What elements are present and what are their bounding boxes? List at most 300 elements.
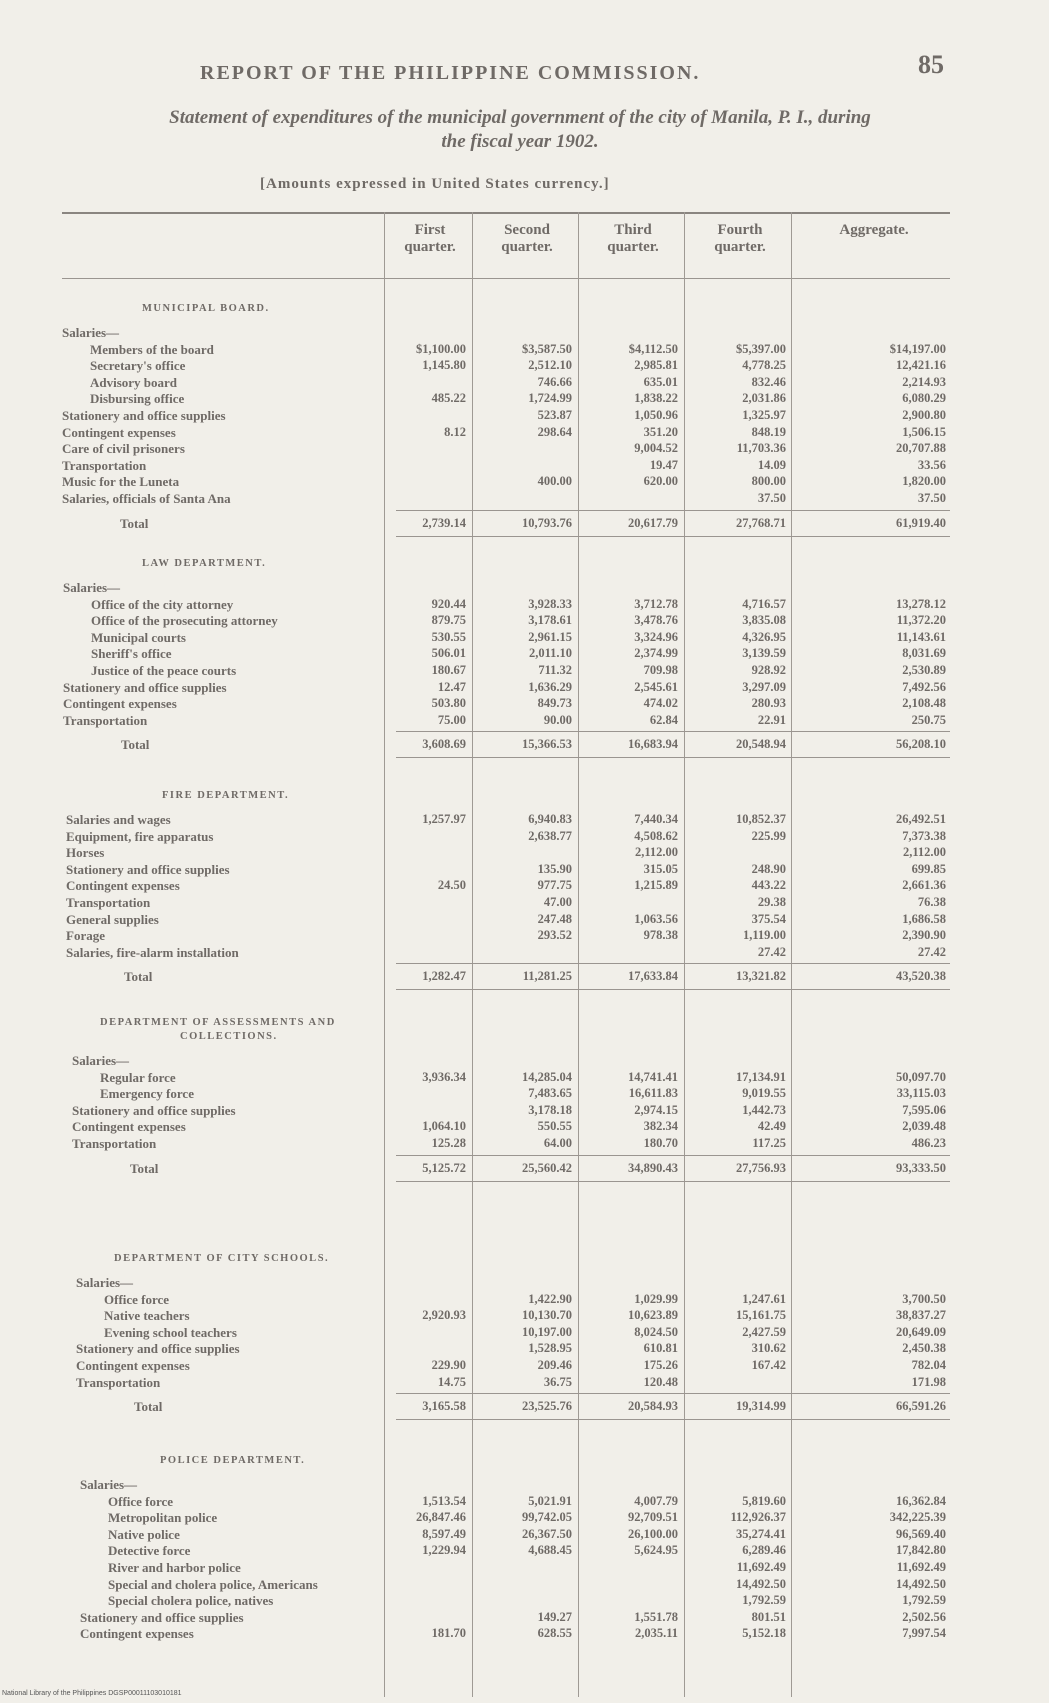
cell-value: 26,492.51 — [896, 812, 946, 826]
cell-value: 1,119.00 — [742, 928, 786, 943]
row-label: Salaries— — [63, 580, 121, 595]
cell-value: 14,741.41 — [628, 1069, 678, 1084]
row-label: Contingent expenses — [76, 1358, 190, 1373]
cell-value: 1,247.61 — [742, 1291, 786, 1306]
column-heading-line1: Fourth — [717, 222, 763, 238]
cell-value: 10,197.00 — [522, 1324, 572, 1339]
cell-value: 485.22 — [431, 391, 466, 406]
total-value: 25,560.42 — [522, 1160, 572, 1175]
cell-value: 1,050.96 — [634, 408, 678, 422]
row-label: Special cholera police, natives — [108, 1593, 274, 1609]
cell-value: 978.38 — [643, 928, 678, 943]
cell-value: 1,442.73 — [742, 1102, 786, 1117]
cell-value: 1,792.59 — [902, 1593, 946, 1608]
cell-value: 13,278.12 — [896, 596, 946, 611]
table-top-rule — [62, 212, 950, 214]
column-heading-line2: quarter. — [404, 239, 456, 255]
cell-value: 16,362.84 — [896, 1493, 946, 1508]
cell-value: 6,289.46 — [742, 1543, 786, 1558]
section-heading: DEPARTMENT OF CITY SCHOOLS. — [114, 1253, 330, 1264]
cell-value: 1,551.78 — [634, 1609, 678, 1624]
row-label: Contingent expenses — [66, 878, 180, 894]
cell-value: 2,035.11 — [634, 1626, 678, 1641]
cell-value: 879.75 — [431, 613, 466, 628]
total-value: 1,282.47 — [422, 969, 466, 984]
total-label: Total — [130, 1160, 159, 1176]
cell-value: 2,108.48 — [902, 696, 946, 711]
row-label: Justice of the peace courts — [91, 663, 237, 678]
cell-value: 4,007.79 — [634, 1493, 678, 1508]
cell-value: 8.12 — [444, 424, 466, 439]
cell-value: 635.01 — [643, 374, 678, 389]
row-label: Forage — [66, 928, 105, 944]
total-value: 66,591.26 — [896, 1399, 946, 1414]
cell-value: 37.50 — [757, 491, 786, 505]
statement-title-line2: the fiscal year 1902. — [441, 131, 599, 152]
cell-value: 503.80 — [431, 696, 466, 711]
cell-value: 36.75 — [543, 1374, 572, 1389]
cell-value: 26,847.46 — [416, 1510, 466, 1525]
cell-value: 171.98 — [911, 1374, 946, 1389]
cell-value: 2,638.77 — [528, 828, 572, 843]
column-divider-3 — [578, 212, 579, 1697]
cell-value: 26,367.50 — [522, 1526, 572, 1541]
cell-value: 7,595.06 — [902, 1102, 946, 1117]
total-value: 20,548.94 — [736, 737, 786, 752]
row-label: Salaries— — [76, 1275, 134, 1290]
cell-value: 1,686.58 — [902, 911, 946, 926]
row-label: Evening school teachers — [104, 1324, 237, 1340]
total-value: 17,633.84 — [628, 969, 678, 984]
total-value: 27,756.93 — [736, 1160, 786, 1175]
cell-value: 2,039.48 — [902, 1119, 946, 1134]
cell-value: 26,100.00 — [628, 1526, 678, 1541]
cell-value: 310.62 — [751, 1341, 786, 1356]
cell-value: 486.23 — [911, 1136, 946, 1150]
cell-value: 342,225.39 — [889, 1510, 946, 1525]
cell-value: 9,019.55 — [742, 1086, 786, 1101]
cell-value: 5,021.91 — [528, 1493, 572, 1508]
cell-value: $14,197.00 — [889, 341, 946, 356]
cell-value: 2,512.10 — [528, 358, 572, 373]
total-value: 27,768.71 — [736, 515, 786, 530]
cell-value: 4,508.62 — [634, 828, 678, 843]
column-heading-line2: quarter. — [501, 239, 553, 255]
cell-value: 1,792.59 — [742, 1593, 786, 1608]
cell-value: 699.85 — [911, 861, 946, 876]
row-label: Equipment, fire apparatus — [66, 828, 214, 844]
cell-value: 443.22 — [751, 878, 786, 893]
total-rule — [396, 510, 950, 511]
row-label: Stationery and office supplies — [72, 1102, 236, 1118]
total-rule-bottom — [396, 1181, 950, 1182]
cell-value: 801.51 — [751, 1609, 786, 1624]
cell-value: 2,031.86 — [742, 391, 786, 406]
cell-value: 11,372.20 — [896, 613, 946, 628]
cell-value: 10,130.70 — [522, 1308, 572, 1323]
cell-value: 506.01 — [431, 646, 466, 661]
column-heading-4 — [690, 222, 790, 256]
row-label: Office of the city attorney — [91, 596, 234, 612]
row-label: Disbursing office — [90, 391, 185, 407]
cell-value: 17,134.91 — [736, 1069, 786, 1084]
page-header: REPORT OF THE PHILIPPINE COMMISSION. — [200, 62, 701, 84]
total-value: 34,890.43 — [628, 1160, 678, 1175]
row-label: Office force — [108, 1493, 174, 1509]
cell-value: 1,636.29 — [528, 679, 572, 694]
section-heading: POLICE DEPARTMENT. — [160, 1455, 306, 1466]
cell-value: 298.64 — [537, 424, 572, 439]
row-label: Horses — [66, 845, 105, 861]
cell-value: 11,692.49 — [736, 1560, 786, 1574]
cell-value: 29.38 — [757, 895, 786, 909]
cell-value: 76.38 — [917, 895, 946, 909]
cell-value: 33,115.03 — [896, 1086, 946, 1101]
total-label: Total — [121, 737, 150, 753]
cell-value: 1,063.56 — [634, 911, 678, 926]
cell-value: 3,712.78 — [634, 596, 678, 611]
column-heading-3 — [583, 222, 683, 256]
total-label: Total — [120, 515, 149, 531]
cell-value: 832.46 — [751, 374, 786, 389]
cell-value: 149.27 — [537, 1609, 572, 1624]
cell-value: 175.26 — [643, 1358, 678, 1372]
cell-value: 10,852.37 — [736, 812, 786, 826]
cell-value: 8,024.50 — [634, 1324, 678, 1339]
cell-value: 2,900.80 — [902, 408, 946, 422]
currency-note: [Amounts expressed in United States currency.] — [260, 176, 610, 192]
row-label: Municipal courts — [91, 629, 186, 645]
cell-value: 117.25 — [752, 1136, 786, 1150]
total-label: Total — [134, 1399, 163, 1415]
total-value: 20,617.79 — [628, 515, 678, 530]
cell-value: 209.46 — [537, 1358, 572, 1372]
total-value: 19,314.99 — [736, 1399, 786, 1414]
cell-value: 181.70 — [431, 1626, 466, 1641]
cell-value: 1,145.80 — [422, 358, 466, 373]
total-rule — [396, 1393, 950, 1394]
row-label: Salaries and wages — [66, 812, 171, 827]
cell-value: 315.05 — [643, 861, 678, 876]
total-value: 11,281.25 — [522, 969, 572, 984]
cell-value: 14,492.50 — [736, 1576, 786, 1591]
cell-value: 2,427.59 — [742, 1324, 786, 1339]
cell-value: 3,178.18 — [528, 1102, 572, 1117]
cell-value: 1,724.99 — [528, 391, 572, 406]
cell-value: 1,422.90 — [528, 1291, 572, 1306]
cell-value: 8,031.69 — [902, 646, 946, 661]
cell-value: 50,097.70 — [896, 1069, 946, 1084]
cell-value: 620.00 — [643, 474, 678, 489]
row-label: Transportation — [72, 1136, 157, 1151]
section-heading: DEPARTMENT OF ASSESSMENTS AND — [100, 1017, 336, 1028]
cell-value: 550.55 — [537, 1119, 572, 1134]
row-label: Transportation — [66, 895, 151, 910]
cell-value: 849.73 — [537, 696, 572, 711]
row-label: Contingent expenses — [62, 424, 176, 440]
row-label: Native police — [108, 1526, 180, 1542]
cell-value: 27.42 — [757, 944, 786, 959]
section-heading: LAW DEPARTMENT. — [142, 558, 267, 569]
total-value: 56,208.10 — [896, 737, 946, 752]
row-label: Salaries, officials of Santa Ana — [62, 491, 231, 506]
row-label: Stationery and office supplies — [63, 679, 227, 695]
cell-value: 4,716.57 — [742, 596, 786, 611]
column-heading-line1: Aggregate. — [839, 222, 909, 238]
cell-value: 6,080.29 — [902, 391, 946, 406]
cell-value: 5,152.18 — [742, 1626, 786, 1641]
total-label: Total — [124, 969, 153, 985]
cell-value: 351.20 — [643, 424, 678, 439]
cell-value: 12.47 — [437, 679, 466, 694]
cell-value: 16,611.83 — [628, 1086, 678, 1101]
cell-value: 800.00 — [751, 474, 786, 489]
cell-value: 3,936.34 — [422, 1069, 466, 1084]
cell-value: 27.42 — [917, 944, 946, 959]
cell-value: $5,397.00 — [736, 341, 786, 356]
column-heading-line1: Third — [614, 222, 652, 238]
row-label: Care of civil prisoners — [62, 441, 185, 457]
cell-value: 11,703.36 — [736, 441, 786, 456]
cell-value: 167.42 — [751, 1358, 786, 1372]
cell-value: 2,450.38 — [902, 1341, 946, 1356]
row-label: Stationery and office supplies — [80, 1609, 244, 1625]
row-label: Salaries— — [80, 1477, 138, 1492]
cell-value: 3,139.59 — [742, 646, 786, 661]
cell-value: 782.04 — [911, 1358, 946, 1372]
cell-value: 22.91 — [757, 712, 786, 727]
cell-value: 4,326.95 — [742, 629, 786, 644]
row-label: Office of the prosecuting attorney — [91, 613, 278, 629]
cell-value: 920.44 — [431, 596, 466, 611]
cell-value: 20,707.88 — [896, 441, 946, 456]
column-heading-line1: First — [414, 222, 446, 238]
cell-value: 180.70 — [643, 1136, 678, 1150]
total-value: 13,321.82 — [736, 969, 786, 984]
total-rule-bottom — [396, 757, 950, 758]
cell-value: 1,506.15 — [902, 424, 946, 439]
cell-value: 64.00 — [543, 1136, 572, 1150]
cell-value: 2,502.56 — [902, 1609, 946, 1624]
total-rule — [396, 731, 950, 732]
cell-value: 19.47 — [649, 457, 678, 472]
cell-value: 62.84 — [649, 712, 678, 727]
row-label: Salaries, fire-alarm installation — [66, 944, 239, 960]
column-heading-line2: quarter. — [714, 239, 766, 255]
section-heading: MUNICIPAL BOARD. — [142, 303, 270, 314]
row-label: Salaries— — [72, 1053, 130, 1068]
cell-value: 382.34 — [643, 1119, 678, 1134]
cell-value: 125.28 — [431, 1136, 466, 1150]
row-label: Secretary's office — [90, 358, 186, 374]
total-value: 3,608.69 — [422, 737, 466, 752]
cell-value: 37.50 — [917, 491, 946, 505]
cell-value: 400.00 — [537, 474, 572, 489]
cell-value: 2,961.15 — [528, 629, 572, 644]
column-heading-2 — [477, 222, 577, 256]
cell-value: 2,374.99 — [634, 646, 678, 661]
cell-value: 135.90 — [537, 861, 572, 876]
cell-value: 1,325.97 — [742, 408, 786, 422]
column-heading-line1: Second — [504, 222, 550, 238]
cell-value: 2,011.10 — [528, 646, 572, 661]
cell-value: 11,143.61 — [896, 629, 946, 644]
cell-value: 229.90 — [431, 1358, 466, 1372]
cell-value: 2,214.93 — [902, 374, 946, 389]
cell-value: 12,421.16 — [896, 358, 946, 373]
cell-value: 247.48 — [537, 911, 572, 926]
cell-value: 711.32 — [538, 663, 572, 677]
cell-value: 250.75 — [911, 712, 946, 727]
cell-value: 6,940.83 — [528, 812, 572, 826]
cell-value: 24.50 — [437, 878, 466, 893]
cell-value: 523.87 — [537, 408, 572, 422]
total-value: 20,584.93 — [628, 1399, 678, 1414]
cell-value: 4,778.25 — [742, 358, 786, 373]
cell-value: 33.56 — [917, 457, 946, 472]
row-label: Contingent expenses — [72, 1119, 186, 1135]
cell-value: 7,440.34 — [634, 812, 678, 826]
cell-value: 15,161.75 — [736, 1308, 786, 1323]
section-heading-line2: COLLECTIONS. — [180, 1031, 278, 1042]
row-label: Office force — [104, 1291, 170, 1307]
row-label: Transportation — [63, 712, 148, 728]
column-divider-5 — [791, 212, 792, 1697]
row-label: Native teachers — [104, 1308, 190, 1324]
cell-value: 7,492.56 — [902, 679, 946, 694]
cell-value: 5,624.95 — [634, 1543, 678, 1558]
cell-value: 1,229.94 — [422, 1543, 466, 1558]
cell-value: 1,029.99 — [634, 1291, 678, 1306]
cell-value: 75.00 — [437, 712, 466, 727]
row-label: Salaries— — [62, 325, 120, 340]
cell-value: 96,569.40 — [896, 1526, 946, 1541]
total-value: 93,333.50 — [896, 1160, 946, 1175]
cell-value: 2,661.36 — [902, 878, 946, 893]
cell-value: 9,004.52 — [634, 441, 678, 456]
cell-value: 474.02 — [643, 696, 678, 711]
total-rule-bottom — [396, 989, 950, 990]
cell-value: 7,373.38 — [902, 828, 946, 843]
cell-value: 90.00 — [543, 712, 572, 727]
table-header-rule — [62, 278, 950, 279]
column-divider-4 — [684, 212, 685, 1697]
row-label: Emergency force — [100, 1086, 194, 1102]
cell-value: 14,285.04 — [522, 1069, 572, 1084]
cell-value: 628.55 — [537, 1626, 572, 1641]
total-rule-bottom — [396, 1419, 950, 1420]
cell-value: 848.19 — [751, 424, 786, 439]
row-label: Contingent expenses — [80, 1626, 194, 1642]
row-label: Transportation — [62, 457, 147, 473]
cell-value: $4,112.50 — [628, 341, 678, 356]
cell-value: 7,997.54 — [902, 1626, 946, 1641]
cell-value: 2,920.93 — [422, 1308, 466, 1323]
row-label: Special and cholera police, Americans — [108, 1576, 318, 1592]
total-rule — [396, 1155, 950, 1156]
cell-value: 2,530.89 — [902, 663, 946, 677]
cell-value: 42.49 — [757, 1119, 786, 1134]
row-label: Music for the Luneta — [62, 474, 180, 490]
section-heading: FIRE DEPARTMENT. — [162, 790, 290, 801]
row-label: Stationery and office supplies — [76, 1341, 240, 1357]
row-label: Regular force — [100, 1069, 176, 1085]
cell-value: 709.98 — [643, 663, 678, 677]
cell-value: 5,819.60 — [742, 1493, 786, 1508]
row-label: General supplies — [66, 911, 159, 927]
cell-value: 14.75 — [437, 1374, 466, 1389]
cell-value: 280.93 — [751, 696, 786, 711]
total-value: 61,919.40 — [896, 515, 946, 530]
cell-value: 3,928.33 — [528, 596, 572, 611]
cell-value: 1,513.54 — [422, 1493, 466, 1508]
cell-value: 1,215.89 — [634, 878, 678, 893]
cell-value: 14,492.50 — [896, 1576, 946, 1591]
cell-value: 2,112.00 — [634, 845, 678, 860]
cell-value: 14.09 — [757, 457, 786, 472]
cell-value: 120.48 — [643, 1374, 678, 1389]
cell-value: 977.75 — [537, 878, 572, 893]
cell-value: 2,974.15 — [634, 1102, 678, 1117]
cell-value: 3,178.61 — [528, 613, 572, 628]
cell-value: 99,742.05 — [522, 1510, 572, 1525]
row-label: Stationery and office supplies — [62, 408, 226, 423]
cell-value: 1,064.10 — [422, 1119, 466, 1134]
cell-value: 3,324.96 — [634, 629, 678, 644]
total-value: 43,520.38 — [896, 969, 946, 984]
total-value: 5,125.72 — [422, 1160, 466, 1175]
cell-value: 4,688.45 — [528, 1543, 572, 1558]
cell-value: 610.81 — [643, 1341, 678, 1356]
statement-title-line1: Statement of expenditures of the municipal government of the city of Manila, P. I., during — [169, 107, 871, 128]
cell-value: 20,649.09 — [896, 1324, 946, 1339]
cell-value: 3,700.50 — [902, 1291, 946, 1306]
archive-footer: National Library of the Philippines DGSP00011103010181 — [2, 1690, 182, 1697]
total-rule — [396, 963, 950, 964]
cell-value: 1,528.95 — [528, 1341, 572, 1356]
total-value: 3,165.58 — [422, 1399, 466, 1414]
cell-value: 746.66 — [537, 374, 572, 389]
row-label: Contingent expenses — [63, 696, 177, 712]
row-label: Advisory board — [90, 374, 178, 390]
cell-value: 35,274.41 — [736, 1526, 786, 1541]
column-divider-2 — [472, 212, 473, 1697]
column-heading-line2: quarter. — [607, 239, 659, 255]
row-label: River and harbor police — [108, 1560, 241, 1575]
cell-value: 2,390.90 — [902, 928, 946, 943]
total-value: 23,525.76 — [522, 1399, 572, 1414]
cell-value: 2,112.00 — [902, 845, 946, 860]
cell-value: 10,623.89 — [628, 1308, 678, 1323]
cell-value: 225.99 — [751, 828, 786, 843]
total-value: 15,366.53 — [522, 737, 572, 752]
column-heading-5 — [824, 222, 924, 239]
cell-value: 38,837.27 — [896, 1308, 946, 1323]
row-label: Stationery and office supplies — [66, 861, 230, 877]
cell-value: $1,100.00 — [416, 341, 466, 356]
cell-value: 2,985.81 — [634, 358, 678, 373]
cell-value: 17,842.80 — [896, 1543, 946, 1558]
cell-value: 375.54 — [751, 911, 786, 926]
total-value: 10,793.76 — [522, 515, 572, 530]
cell-value: 11,692.49 — [896, 1560, 946, 1574]
cell-value: 8,597.49 — [422, 1526, 466, 1541]
column-heading-1 — [380, 222, 480, 256]
row-label: Metropolitan police — [108, 1510, 218, 1526]
cell-value: 180.67 — [431, 663, 466, 677]
cell-value: 2,545.61 — [634, 679, 678, 694]
cell-value: 3,297.09 — [742, 679, 786, 694]
